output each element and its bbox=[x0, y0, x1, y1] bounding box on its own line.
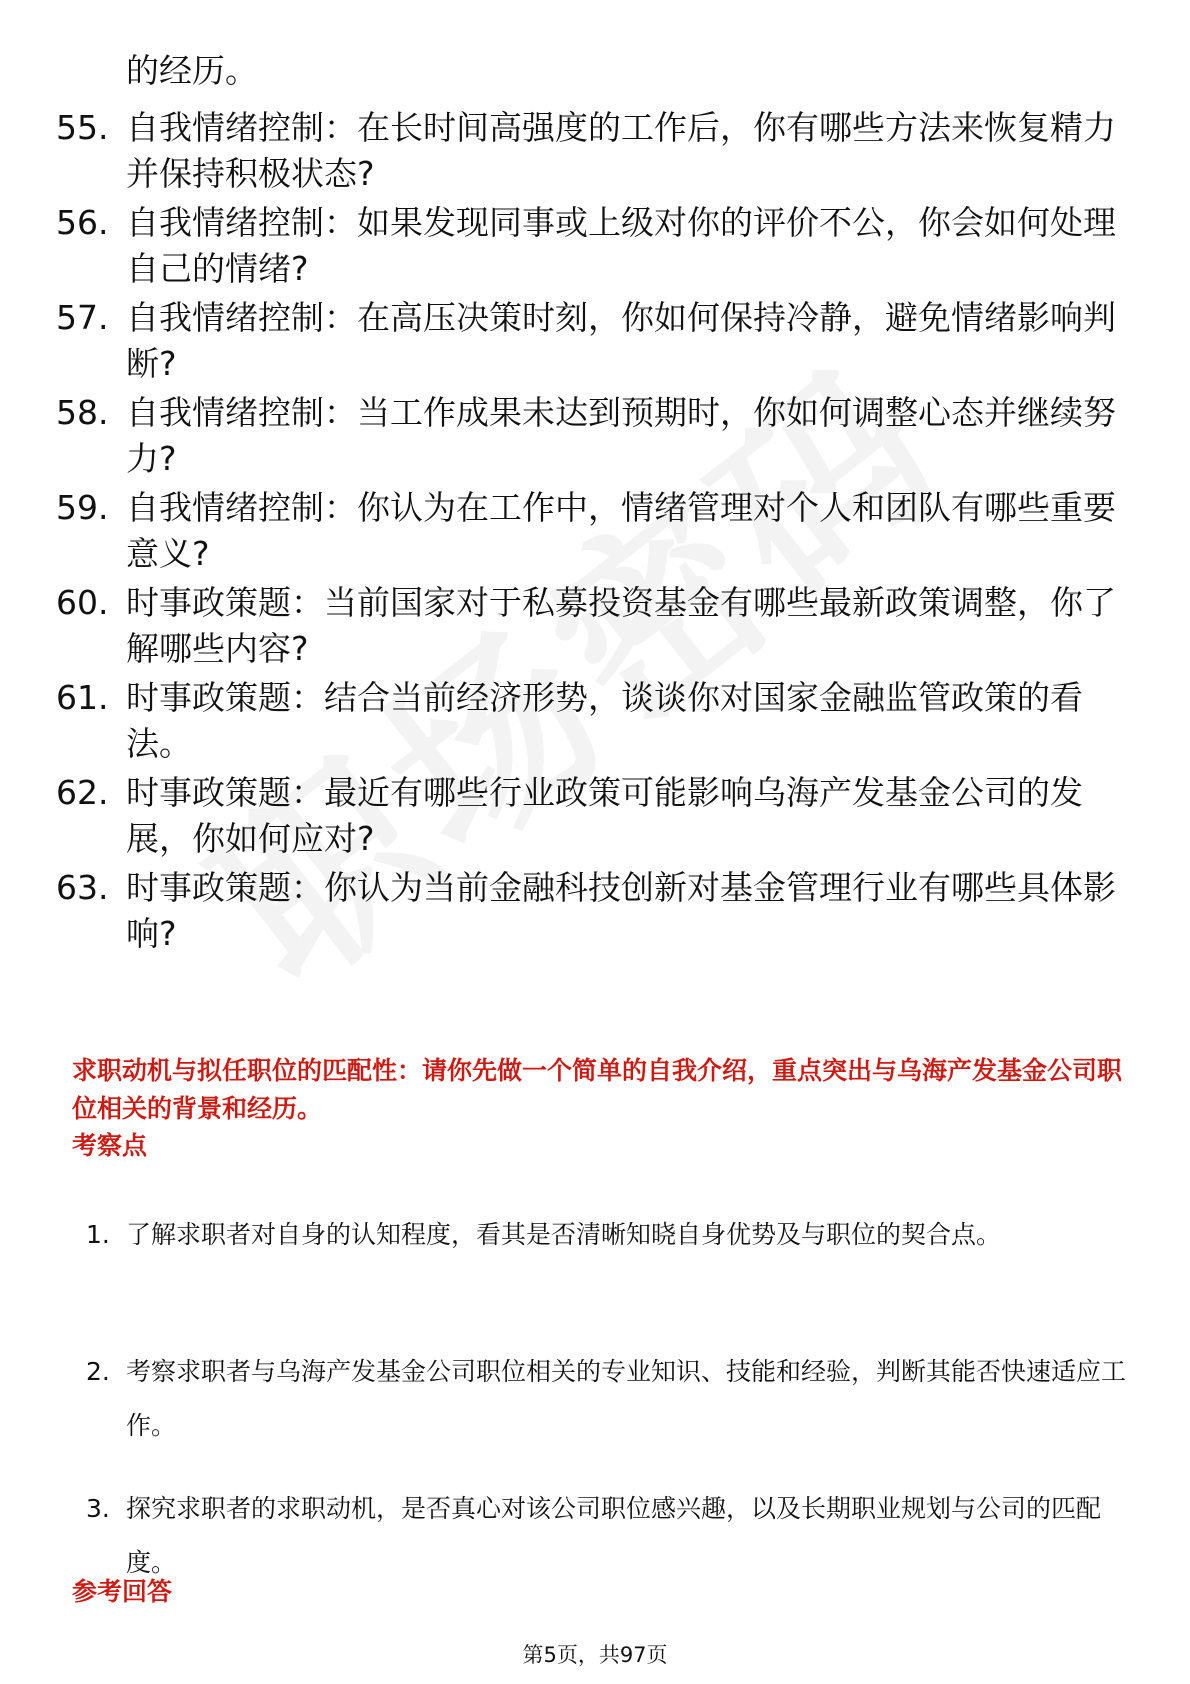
point-number: 1. bbox=[86, 1220, 110, 1249]
question-text: 自我情绪控制：在长时间高强度的工作后，你有哪些方法来恢复精力并保持积极状态? bbox=[126, 108, 1116, 193]
list-item bbox=[56, 770, 1136, 865]
examine-title: 考察点 bbox=[72, 1131, 148, 1160]
point-text: 考察求职者与乌海产发基金公司职位相关的专业知识、技能和经验，判断其能否快速适应工作。 bbox=[126, 1357, 1127, 1440]
question-text: 自我情绪控制：在高压决策时刻，你如何保持冷静，避免情绪影响判断? bbox=[126, 298, 1116, 383]
question-text: 自我情绪控制：当工作成果未达到预期时，你如何调整心态并继续努力? bbox=[126, 393, 1116, 478]
answer-title: 参考回答 bbox=[72, 1577, 173, 1606]
list-item bbox=[56, 390, 1136, 485]
question-number: 62. bbox=[56, 773, 109, 812]
question-number: 58. bbox=[56, 393, 109, 432]
examine-points-list bbox=[72, 1208, 1132, 1619]
question-number: 60. bbox=[56, 583, 109, 622]
question-number: 63. bbox=[56, 868, 109, 907]
list-item bbox=[72, 1345, 1132, 1482]
point-text: 了解求职者对自身的认知程度，看其是否清晰知晓自身优势及与职位的契合点。 bbox=[126, 1220, 1002, 1249]
list-item bbox=[72, 1208, 1132, 1345]
question-number: 59. bbox=[56, 488, 109, 527]
list-item bbox=[56, 580, 1136, 675]
question-text: 时事政策题：结合当前经济形势，谈谈你对国家金融监管政策的看法。 bbox=[126, 678, 1083, 763]
page-number: 第5页，共97页 bbox=[522, 1643, 668, 1667]
question-number: 61. bbox=[56, 678, 109, 717]
point-number: 3. bbox=[86, 1494, 110, 1523]
list-item bbox=[56, 865, 1136, 960]
question-number: 55. bbox=[56, 108, 109, 147]
question-text: 时事政策题：最近有哪些行业政策可能影响乌海产发基金公司的发展，你如何应对? bbox=[126, 773, 1083, 858]
point-text: 探究求职者的求职动机，是否真心对该公司职位感兴趣，以及长期职业规划与公司的匹配度。 bbox=[126, 1494, 1102, 1577]
list-item bbox=[56, 485, 1136, 580]
question-text: 自我情绪控制：你认为在工作中，情绪管理对个人和团队有哪些重要意义? bbox=[126, 488, 1116, 573]
question-text: 自我情绪控制：如果发现同事或上级对你的评价不公，你会如何处理自己的情绪? bbox=[126, 203, 1116, 288]
point-number: 2. bbox=[86, 1357, 110, 1386]
question-number: 56. bbox=[56, 203, 109, 242]
question-continuation: 的经历。 bbox=[126, 51, 258, 90]
section-question: 求职动机与拟任职位的匹配性：请你先做一个简单的自我介绍，重点突出与乌海产发基金公司职位相关的背景和经历。 bbox=[72, 1056, 1123, 1123]
list-item bbox=[56, 295, 1136, 390]
list-item bbox=[72, 1482, 1132, 1619]
question-list bbox=[56, 105, 1136, 960]
question-text: 时事政策题：当前国家对于私募投资基金有哪些最新政策调整，你了解哪些内容? bbox=[126, 583, 1116, 668]
list-item bbox=[56, 105, 1136, 200]
question-number: 57. bbox=[56, 298, 109, 337]
question-text: 时事政策题：你认为当前金融科技创新对基金管理行业有哪些具体影响? bbox=[126, 868, 1116, 953]
list-item bbox=[56, 200, 1136, 295]
list-item bbox=[56, 675, 1136, 770]
